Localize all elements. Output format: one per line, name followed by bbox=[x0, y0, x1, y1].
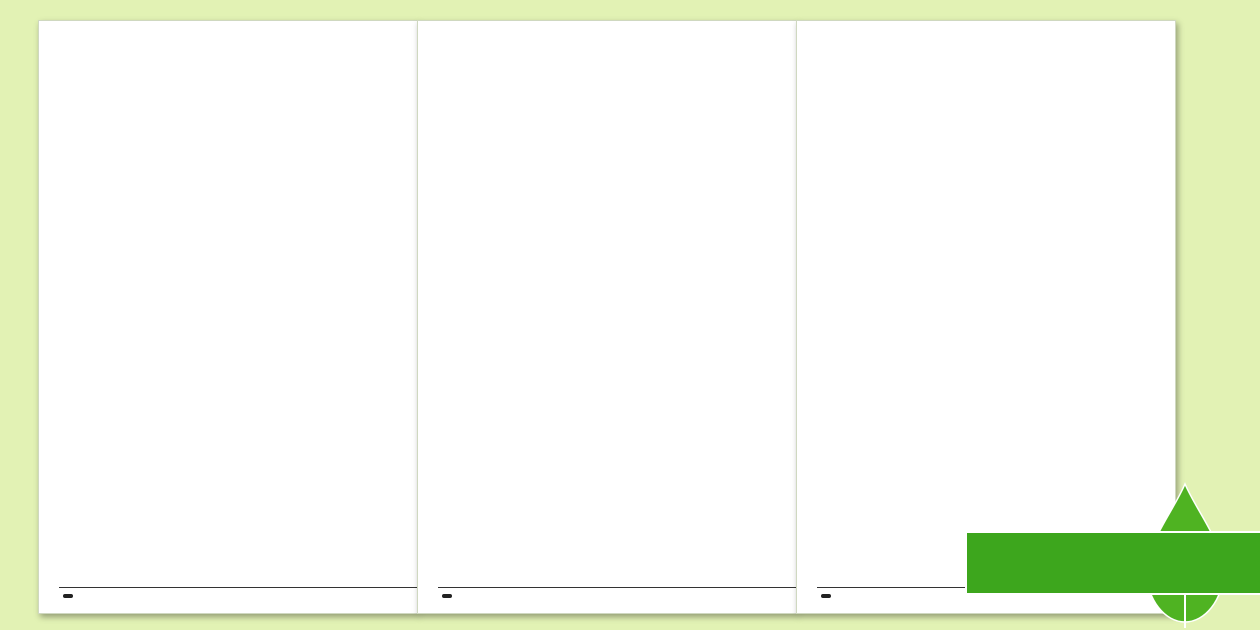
eco-banner bbox=[965, 531, 1260, 595]
footer-divider bbox=[438, 587, 796, 588]
worksheet-page-1 bbox=[38, 20, 418, 614]
bar-chart bbox=[418, 321, 796, 571]
twinkl-logo bbox=[63, 594, 73, 598]
twinkl-logo bbox=[821, 594, 831, 598]
worksheet-page-2 bbox=[417, 20, 797, 614]
bar-chart bbox=[39, 321, 417, 571]
footer-divider bbox=[59, 587, 417, 588]
twinkl-logo bbox=[442, 594, 452, 598]
worksheet-page-3 bbox=[796, 20, 1176, 614]
